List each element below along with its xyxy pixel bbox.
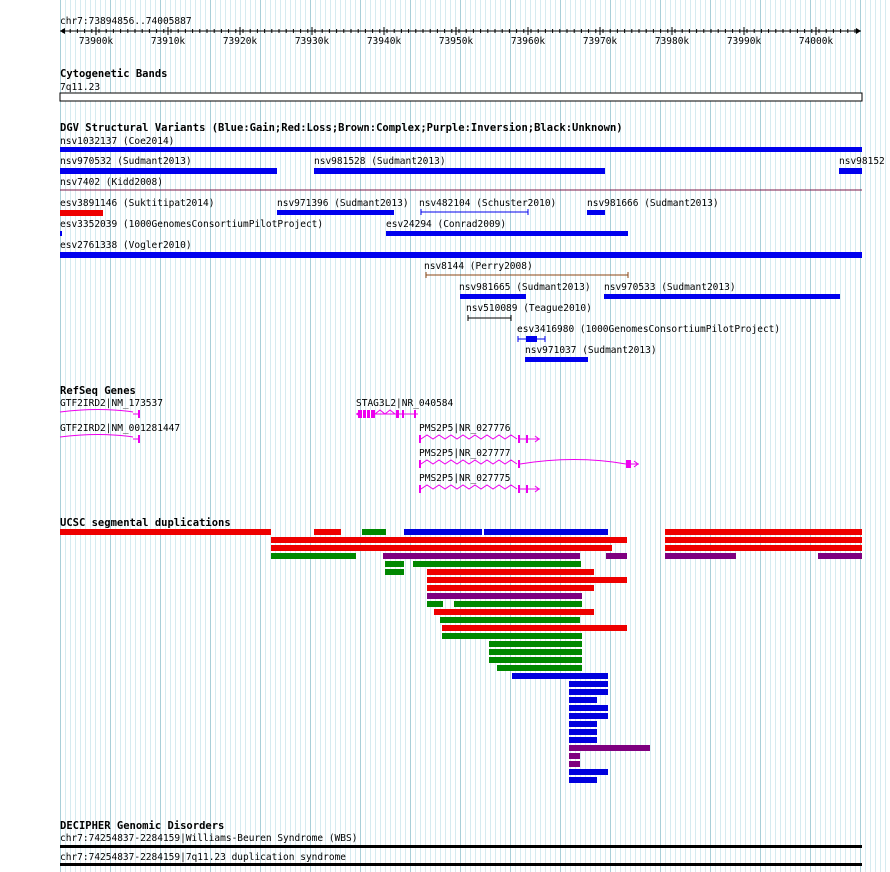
dgv-feature-label: nsv482104 (Schuster2010)	[419, 198, 557, 209]
segdup-feature[interactable]	[427, 569, 594, 575]
ruler-tick-label: 73950k	[438, 36, 474, 47]
segdup-feature[interactable]	[569, 681, 608, 687]
segdup-feature[interactable]	[665, 529, 862, 535]
dgv-track-title: DGV Structural Variants (Blue:Gain;Red:Loss;Brown:Complex;Purple:Inversion;Black:Unknown)	[60, 122, 623, 134]
segdup-feature[interactable]	[442, 625, 627, 631]
dgv-feature-label: nsv7402 (Kidd2008)	[60, 177, 163, 188]
decipher-feature-label: chr7:74254837-2284159|Williams-Beuren Syndrome (WBS)	[60, 833, 358, 844]
segdup-feature[interactable]	[569, 697, 597, 703]
gene-label: GTF2IRD2|NM_001281447	[60, 423, 181, 434]
dgv-feature[interactable]	[386, 231, 628, 236]
dgv-feature[interactable]	[60, 210, 103, 216]
segdup-feature[interactable]	[442, 633, 582, 639]
gene-model[interactable]	[356, 410, 418, 418]
segdup-feature[interactable]	[434, 609, 594, 615]
ruler-tick-label: 73970k	[582, 36, 618, 47]
segdup-feature[interactable]	[569, 729, 597, 735]
refseq-genes	[60, 398, 639, 493]
decipher-feature-label: chr7:74254837-2284159|7q11.23 duplication syndrome	[60, 852, 346, 863]
cytoband-track-title: Cytogenetic Bands	[60, 68, 168, 80]
segdup-feature[interactable]	[569, 761, 580, 767]
segdup-feature[interactable]	[569, 737, 597, 743]
dgv-feature-label: nsv971037 (Sudmant2013)	[525, 345, 657, 356]
dgv-feature[interactable]	[60, 168, 277, 174]
dgv-features	[60, 136, 885, 362]
segdup-feature[interactable]	[512, 673, 608, 679]
ruler-tick-label: 74000k	[798, 36, 834, 47]
segdup-feature[interactable]	[569, 753, 580, 759]
dgv-feature-label: nsv1032137 (Coe2014)	[60, 136, 175, 147]
segdup-feature[interactable]	[569, 721, 597, 727]
ruler-range-label: chr7:73894856..74005887	[60, 16, 192, 27]
segdup-feature[interactable]	[606, 553, 627, 559]
dgv-feature-label: esv3891146 (Suktitipat2014)	[60, 198, 215, 209]
segdup-feature[interactable]	[569, 745, 650, 751]
segdup-feature[interactable]	[413, 561, 581, 567]
segdup-feature[interactable]	[569, 713, 608, 719]
segdup-feature[interactable]	[385, 569, 404, 575]
dgv-feature[interactable]	[460, 294, 526, 299]
segdup-feature[interactable]	[484, 529, 608, 535]
segdup-feature[interactable]	[665, 537, 862, 543]
segdup-feature[interactable]	[60, 529, 271, 535]
dgv-feature[interactable]	[426, 272, 628, 278]
segdup-track-title: UCSC segmental duplications	[60, 517, 231, 529]
dgv-feature-label: esv3352039 (1000GenomesConsortiumPilotProject)	[60, 219, 324, 230]
segdup-feature[interactable]	[489, 657, 582, 663]
dgv-feature[interactable]	[839, 168, 862, 174]
segdup-feature[interactable]	[383, 553, 580, 559]
segdup-feature[interactable]	[454, 601, 582, 607]
segdup-feature[interactable]	[569, 769, 608, 775]
segdup-feature[interactable]	[427, 601, 443, 607]
gene-label: GTF2IRD2|NM_173537	[60, 398, 163, 409]
dgv-feature-label: esv24294 (Conrad2009)	[386, 219, 507, 230]
dgv-feature[interactable]	[525, 357, 588, 362]
segdup-feature[interactable]	[427, 577, 627, 583]
dgv-feature-label: nsv970533 (Sudmant2013)	[604, 282, 736, 293]
ruler-tick-label: 73930k	[294, 36, 330, 47]
dgv-feature-label: nsv8144 (Perry2008)	[424, 261, 533, 272]
segdup-feature[interactable]	[497, 665, 582, 671]
ruler-tick-label: 73990k	[726, 36, 762, 47]
segdup-feature[interactable]	[385, 561, 404, 567]
segdup-feature[interactable]	[271, 553, 356, 559]
dgv-feature[interactable]	[587, 210, 605, 215]
decipher-track-title: DECIPHER Genomic Disorders	[60, 820, 225, 832]
segdup-feature[interactable]	[489, 649, 582, 655]
segdup-feature[interactable]	[569, 777, 597, 783]
segdup-feature[interactable]	[271, 545, 612, 551]
gene-label: PMS2P5|NR_027775	[419, 473, 511, 484]
segdup-feature[interactable]	[314, 529, 341, 535]
dgv-feature-label: nsv98152	[839, 156, 885, 167]
dgv-feature-label: nsv970532 (Sudmant2013)	[60, 156, 192, 167]
gene-label: PMS2P5|NR_027777	[419, 448, 511, 459]
ruler-ticks	[63, 27, 855, 47]
dgv-feature-label: nsv981528 (Sudmant2013)	[314, 156, 446, 167]
ruler-tick-label: 73910k	[150, 36, 186, 47]
ruler-tick-label: 73900k	[78, 36, 114, 47]
ruler-tick-label: 73920k	[222, 36, 258, 47]
dgv-feature[interactable]	[421, 209, 528, 215]
gene-label: STAG3L2|NR_040584	[356, 398, 454, 409]
dgv-feature-label: esv2761338 (Vogler2010)	[60, 240, 192, 251]
segdup-feature[interactable]	[818, 553, 862, 559]
decipher-feature[interactable]	[60, 863, 862, 866]
dgv-feature[interactable]	[60, 147, 862, 152]
segdup-feature[interactable]	[404, 529, 482, 535]
cytoband-label: 7q11.23	[60, 82, 101, 93]
dgv-feature[interactable]	[468, 315, 511, 321]
decipher-feature[interactable]	[60, 845, 862, 848]
dgv-feature-label: nsv971396 (Sudmant2013)	[277, 198, 409, 209]
gene-label: PMS2P5|NR_027776	[419, 423, 511, 434]
ruler-tick-label: 73960k	[510, 36, 546, 47]
segdup-feature[interactable]	[665, 545, 862, 551]
segdup-feature[interactable]	[362, 529, 386, 535]
ruler-tick-label: 73980k	[654, 36, 690, 47]
ruler-tick-label: 73940k	[366, 36, 402, 47]
dgv-feature[interactable]	[60, 252, 862, 258]
refseq-track-title: RefSeq Genes	[60, 385, 136, 397]
dgv-feature[interactable]	[60, 231, 62, 236]
dgv-feature[interactable]	[314, 168, 605, 174]
segdup-feature[interactable]	[489, 641, 582, 647]
segdup-feature[interactable]	[665, 553, 736, 559]
cytoband-bar[interactable]	[60, 93, 862, 101]
dgv-feature-label: nsv510089 (Teague2010)	[466, 303, 592, 314]
segdup-feature[interactable]	[427, 585, 594, 591]
segdup-feature[interactable]	[569, 689, 608, 695]
segdup-feature[interactable]	[271, 537, 627, 543]
segdup-feature[interactable]	[569, 705, 608, 711]
dgv-feature[interactable]	[604, 294, 840, 299]
dgv-feature[interactable]	[277, 210, 394, 215]
dgv-feature-label: nsv981666 (Sudmant2013)	[587, 198, 719, 209]
dgv-feature-label: esv3416980 (1000GenomesConsortiumPilotProject)	[517, 324, 781, 335]
segdup-feature[interactable]	[427, 593, 582, 599]
gene-model[interactable]	[419, 435, 540, 443]
gene-model[interactable]	[419, 485, 540, 493]
segdup-feature[interactable]	[440, 617, 580, 623]
dgv-feature-label: nsv981665 (Sudmant2013)	[459, 282, 591, 293]
